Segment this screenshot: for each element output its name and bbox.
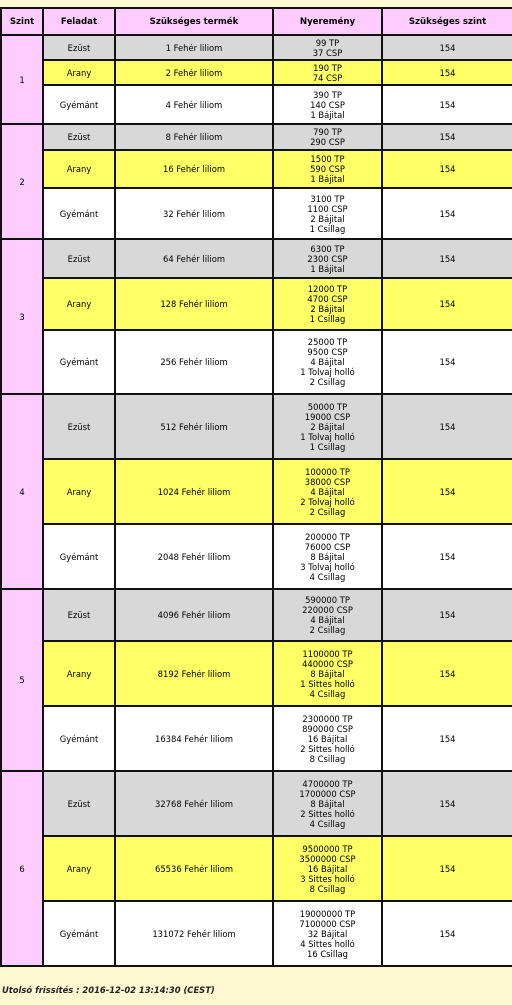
product-cell: 65536 Fehér liliom: [115, 836, 273, 901]
required-level-cell: 154: [382, 35, 512, 60]
reward-line: 1700000 CSP: [299, 788, 356, 799]
header-required-product: Szükséges termék: [115, 8, 273, 35]
required-level-cell: 154: [382, 278, 512, 330]
task-cell: Arany: [43, 150, 115, 188]
reward-line: 25000 TP: [307, 337, 348, 347]
task-cell: Arany: [43, 641, 115, 706]
product-cell: 1 Fehér liliom: [115, 35, 273, 60]
product-cell: 16 Fehér liliom: [115, 150, 273, 188]
reward-line: 4700000 TP: [302, 778, 353, 789]
reward-line: 3 Tolvaj holló: [300, 561, 355, 572]
reward-line: 2 Bájital: [310, 421, 345, 432]
reward-cell: [273, 524, 382, 589]
required-level-cell: 154: [382, 60, 512, 85]
header-reward: Nyeremény: [273, 8, 382, 35]
reward-cell: [273, 188, 382, 239]
level-cell: 3: [1, 239, 43, 394]
product-cell: 32 Fehér liliom: [115, 188, 273, 239]
reward-line: 37 CSP: [312, 47, 343, 58]
reward-line: 12000 TP: [307, 284, 348, 294]
reward-line: 4700 CSP: [307, 294, 348, 304]
product-cell: 64 Fehér liliom: [115, 239, 273, 278]
reward-cell: [273, 394, 382, 459]
reward-line: 4 Csillag: [309, 571, 346, 582]
task-cell: Ezüst: [43, 124, 115, 150]
task-cell: Arany: [43, 278, 115, 330]
required-level-cell: 154: [382, 706, 512, 771]
reward-cell: [273, 60, 382, 85]
reward-line: 440000 CSP: [302, 658, 353, 669]
product-cell: 256 Fehér liliom: [115, 330, 273, 394]
required-level-cell: 154: [382, 150, 512, 188]
table-row: [1, 589, 512, 641]
product-cell: 128 Fehér liliom: [115, 278, 273, 330]
reward-line: 19000 CSP: [304, 411, 351, 422]
required-level-cell: 154: [382, 394, 512, 459]
reward-cell: [273, 124, 382, 150]
reward-line: 390 TP: [313, 89, 342, 100]
header-row: [1, 8, 512, 35]
table-row: [1, 239, 512, 278]
task-cell: Arany: [43, 836, 115, 901]
reward-cell: [273, 330, 382, 394]
required-level-cell: 154: [382, 124, 512, 150]
required-level-cell: 154: [382, 589, 512, 641]
table-row: [1, 706, 512, 771]
task-cell: Arany: [43, 60, 115, 85]
required-level-cell: 154: [382, 330, 512, 394]
reward-line: 4 Bájital: [310, 615, 345, 625]
level-cell: 1: [1, 35, 43, 124]
reward-line: 790 TP: [313, 127, 342, 137]
reward-cell: [273, 85, 382, 124]
required-level-cell: 154: [382, 641, 512, 706]
reward-line: 76000 CSP: [304, 541, 351, 552]
reward-line: 1 Tolvaj holló: [300, 431, 355, 442]
reward-line: 16 Bájital: [307, 733, 348, 744]
reward-line: 2 Sittes holló: [300, 743, 355, 754]
table-row: [1, 524, 512, 589]
reward-line: 7100000 CSP: [299, 918, 356, 929]
required-level-cell: 154: [382, 901, 512, 966]
product-cell: 16384 Fehér liliom: [115, 706, 273, 771]
reward-line: 8 Bájital: [310, 551, 345, 562]
product-cell: 8 Fehér liliom: [115, 124, 273, 150]
level-cell: 4: [1, 394, 43, 589]
table-row: [1, 330, 512, 394]
reward-line: 3100 TP: [310, 193, 345, 204]
reward-line: 2 Bájital: [310, 304, 345, 314]
task-cell: Ezüst: [43, 394, 115, 459]
level-cell: 2: [1, 124, 43, 239]
reward-line: 8 Bájital: [310, 668, 345, 679]
reward-line: 8 Csillag: [309, 753, 346, 764]
header-required-level: Szükséges szint: [382, 8, 512, 35]
table-row: [1, 901, 512, 966]
product-cell: 2 Fehér liliom: [115, 60, 273, 85]
level-cell: 6: [1, 771, 43, 966]
task-cell: Ezüst: [43, 771, 115, 836]
reward-line: 2 Sittes holló: [300, 808, 355, 819]
reward-cell: [273, 641, 382, 706]
reward-line: 1100 CSP: [307, 203, 348, 214]
reward-table: [0, 7, 512, 967]
reward-line: 32 Bájital: [307, 928, 348, 939]
product-cell: 4 Fehér liliom: [115, 85, 273, 124]
table-row: [1, 771, 512, 836]
reward-line: 2 Csillag: [309, 625, 346, 635]
table-row: [1, 85, 512, 124]
required-level-cell: 154: [382, 524, 512, 589]
required-level-cell: 154: [382, 459, 512, 524]
reward-line: 6300 TP: [310, 243, 345, 254]
reward-cell: [273, 589, 382, 641]
task-cell: Gyémánt: [43, 85, 115, 124]
reward-line: 9500000 TP: [302, 843, 353, 854]
header-level: Szint: [1, 8, 43, 35]
reward-line: 1100000 TP: [302, 648, 353, 659]
reward-line: 38000 CSP: [304, 476, 351, 487]
table-row: [1, 60, 512, 85]
reward-line: 220000 CSP: [302, 605, 353, 615]
reward-line: 890000 CSP: [302, 723, 353, 734]
task-cell: Gyémánt: [43, 706, 115, 771]
reward-cell: [273, 239, 382, 278]
task-cell: Gyémánt: [43, 330, 115, 394]
reward-cell: [273, 278, 382, 330]
reward-cell: [273, 901, 382, 966]
reward-cell: [273, 771, 382, 836]
reward-line: 140 CSP: [310, 99, 345, 110]
reward-line: 1500 TP: [310, 154, 345, 164]
level-cell: 5: [1, 589, 43, 771]
table-row: [1, 459, 512, 524]
product-cell: 512 Fehér liliom: [115, 394, 273, 459]
header-task: Feladat: [43, 8, 115, 35]
reward-cell: [273, 459, 382, 524]
reward-line: 4 Sittes holló: [300, 938, 355, 949]
product-cell: 131072 Fehér liliom: [115, 901, 273, 966]
table-row: [1, 150, 512, 188]
reward-line: 8 Bájital: [310, 798, 345, 809]
task-cell: Gyémánt: [43, 188, 115, 239]
task-cell: Gyémánt: [43, 524, 115, 589]
task-cell: Ezüst: [43, 589, 115, 641]
product-cell: 2048 Fehér liliom: [115, 524, 273, 589]
reward-cell: [273, 836, 382, 901]
required-level-cell: 154: [382, 188, 512, 239]
reward-line: 50000 TP: [307, 401, 348, 412]
reward-line: 1 Csillag: [309, 223, 346, 234]
required-level-cell: 154: [382, 836, 512, 901]
reward-line: 190 TP: [313, 62, 342, 73]
product-cell: 32768 Fehér liliom: [115, 771, 273, 836]
reward-line: 1 Tolvaj holló: [300, 367, 355, 377]
reward-cell: [273, 706, 382, 771]
reward-line: 3 Sittes holló: [300, 873, 355, 884]
reward-line: 9500 CSP: [307, 347, 348, 357]
task-cell: Gyémánt: [43, 901, 115, 966]
reward-cell: [273, 150, 382, 188]
reward-line: 1 Bájital: [310, 109, 345, 120]
required-level-cell: 154: [382, 85, 512, 124]
product-cell: 1024 Fehér liliom: [115, 459, 273, 524]
reward-line: 1 Bájital: [310, 263, 345, 274]
reward-line: 16 Bájital: [307, 863, 348, 874]
reward-line: 2300 CSP: [307, 253, 348, 264]
table-row: [1, 124, 512, 150]
reward-line: 2 Tolvaj holló: [300, 496, 355, 507]
reward-line: 100000 TP: [305, 466, 350, 477]
table-row: [1, 35, 512, 60]
reward-line: 8 Csillag: [309, 883, 346, 894]
required-level-cell: 154: [382, 771, 512, 836]
reward-line: 4 Csillag: [309, 688, 346, 699]
reward-line: 1 Csillag: [309, 314, 346, 324]
reward-line: 4 Csillag: [309, 818, 346, 829]
reward-line: 3500000 CSP: [299, 853, 356, 864]
reward-cell: [273, 35, 382, 60]
task-cell: Ezüst: [43, 239, 115, 278]
required-level-cell: 154: [382, 239, 512, 278]
reward-line: 74 CSP: [312, 72, 343, 83]
reward-line: 1 Sittes holló: [300, 678, 355, 689]
last-updated: Utolsó frissítés : 2016-12-02 13:14:30 (CEST): [2, 985, 215, 995]
table-body: [1, 35, 512, 966]
table-row: [1, 394, 512, 459]
reward-line: 1 Bájital: [310, 174, 345, 184]
reward-line: 590 CSP: [310, 164, 345, 174]
reward-line: 19000000 TP: [299, 908, 356, 919]
reward-line: 2300000 TP: [302, 713, 353, 724]
reward-line: 2 Csillag: [309, 377, 346, 387]
product-cell: 8192 Fehér liliom: [115, 641, 273, 706]
reward-line: 2 Bájital: [310, 213, 345, 224]
table-row: [1, 188, 512, 239]
reward-line: 4 Bájital: [310, 486, 345, 497]
reward-line: 590000 TP: [305, 595, 350, 605]
table-row: [1, 836, 512, 901]
reward-line: 16 Csillag: [307, 948, 348, 959]
task-cell: Ezüst: [43, 35, 115, 60]
reward-line: 1 Csillag: [309, 441, 346, 452]
reward-line: 99 TP: [315, 37, 340, 48]
reward-line: 2 Csillag: [309, 506, 346, 517]
reward-line: 200000 TP: [305, 531, 350, 542]
table-row: [1, 641, 512, 706]
reward-line: 290 CSP: [310, 137, 345, 147]
reward-line: 4 Bájital: [310, 357, 345, 367]
task-cell: Arany: [43, 459, 115, 524]
table-row: [1, 278, 512, 330]
product-cell: 4096 Fehér liliom: [115, 589, 273, 641]
